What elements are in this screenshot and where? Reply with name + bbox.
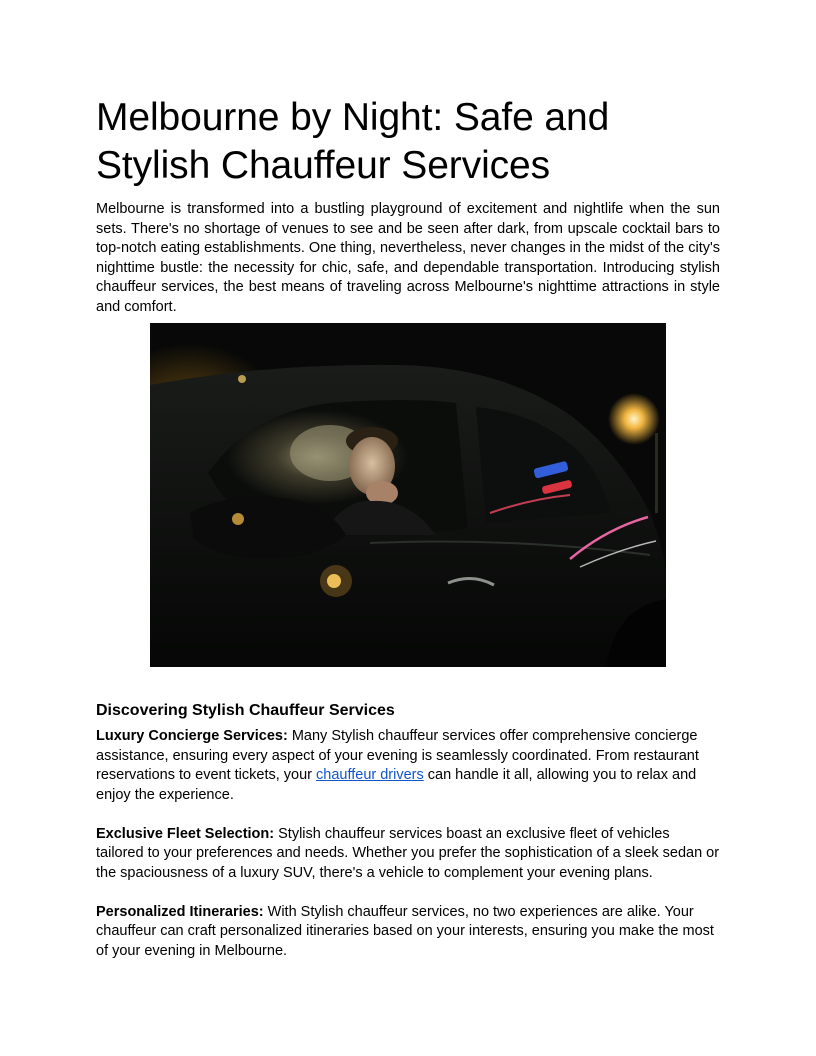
feature-text: Stylish chauffeur services boast an exclusive fleet of vehicles tailored to your preferences and needs. Whether you prefer the sophistication of a sleek sedan or the spaciousness of a luxury SUV, there's a vehicle to complement your evening plans. [96,825,720,881]
intro-paragraph: Melbourne is transformed into a bustling playground of excitement and nightlife when the sun sets. There's no shortage of venues to see and be seen after dark, from upscale cocktail bars to top-notch eating establishments. One thing, nevertheless, never changes in the midst of the city's nighttime bustle: the necessity for chic, safe, and dependable transportation. Introducing stylish chauffeur services, the best means of traveling across Melbourne's nighttime attractions in style and comfort. [96,201,720,315]
feature-text: With Stylish chauffeur services, no two experiences are alike. Your chauffeur can craft personalized itineraries based on your interests, ensuring you make the most of your evening in Melbourne. [96,903,714,959]
feature-text-continued: can handle it all, allowing you to relax and enjoy the experience. [96,767,697,803]
street-lamp [608,393,660,445]
feature-personalized-itineraries [96,903,720,962]
page-title: Melbourne by Night: Safe and Stylish Chauffeur Services [96,96,610,187]
feature-label: Exclusive Fleet Selection: [96,825,275,842]
bokeh-light-2 [320,565,352,597]
feature-text: Many Stylish chauffeur services offer comprehensive concierge assistance, ensuring every aspect of your evening is seamlessly coordinated. From restaurant reservations to event tickets, your [96,728,699,783]
feature-exclusive-fleet [96,825,720,884]
document-body [96,94,720,961]
feature-luxury-concierge [96,727,720,805]
feature-label: Luxury Concierge Services: [96,728,288,744]
bokeh-light-4 [238,375,246,383]
section-heading: Discovering Stylish Chauffeur Services [96,702,395,719]
feature-label: Personalized Itineraries: [96,903,264,920]
lamp-post [655,433,658,513]
chauffeur-drivers-link[interactable]: chauffeur drivers [316,767,424,783]
bokeh-light-3 [232,513,244,525]
man-in-car-at-night-photo [150,323,666,667]
